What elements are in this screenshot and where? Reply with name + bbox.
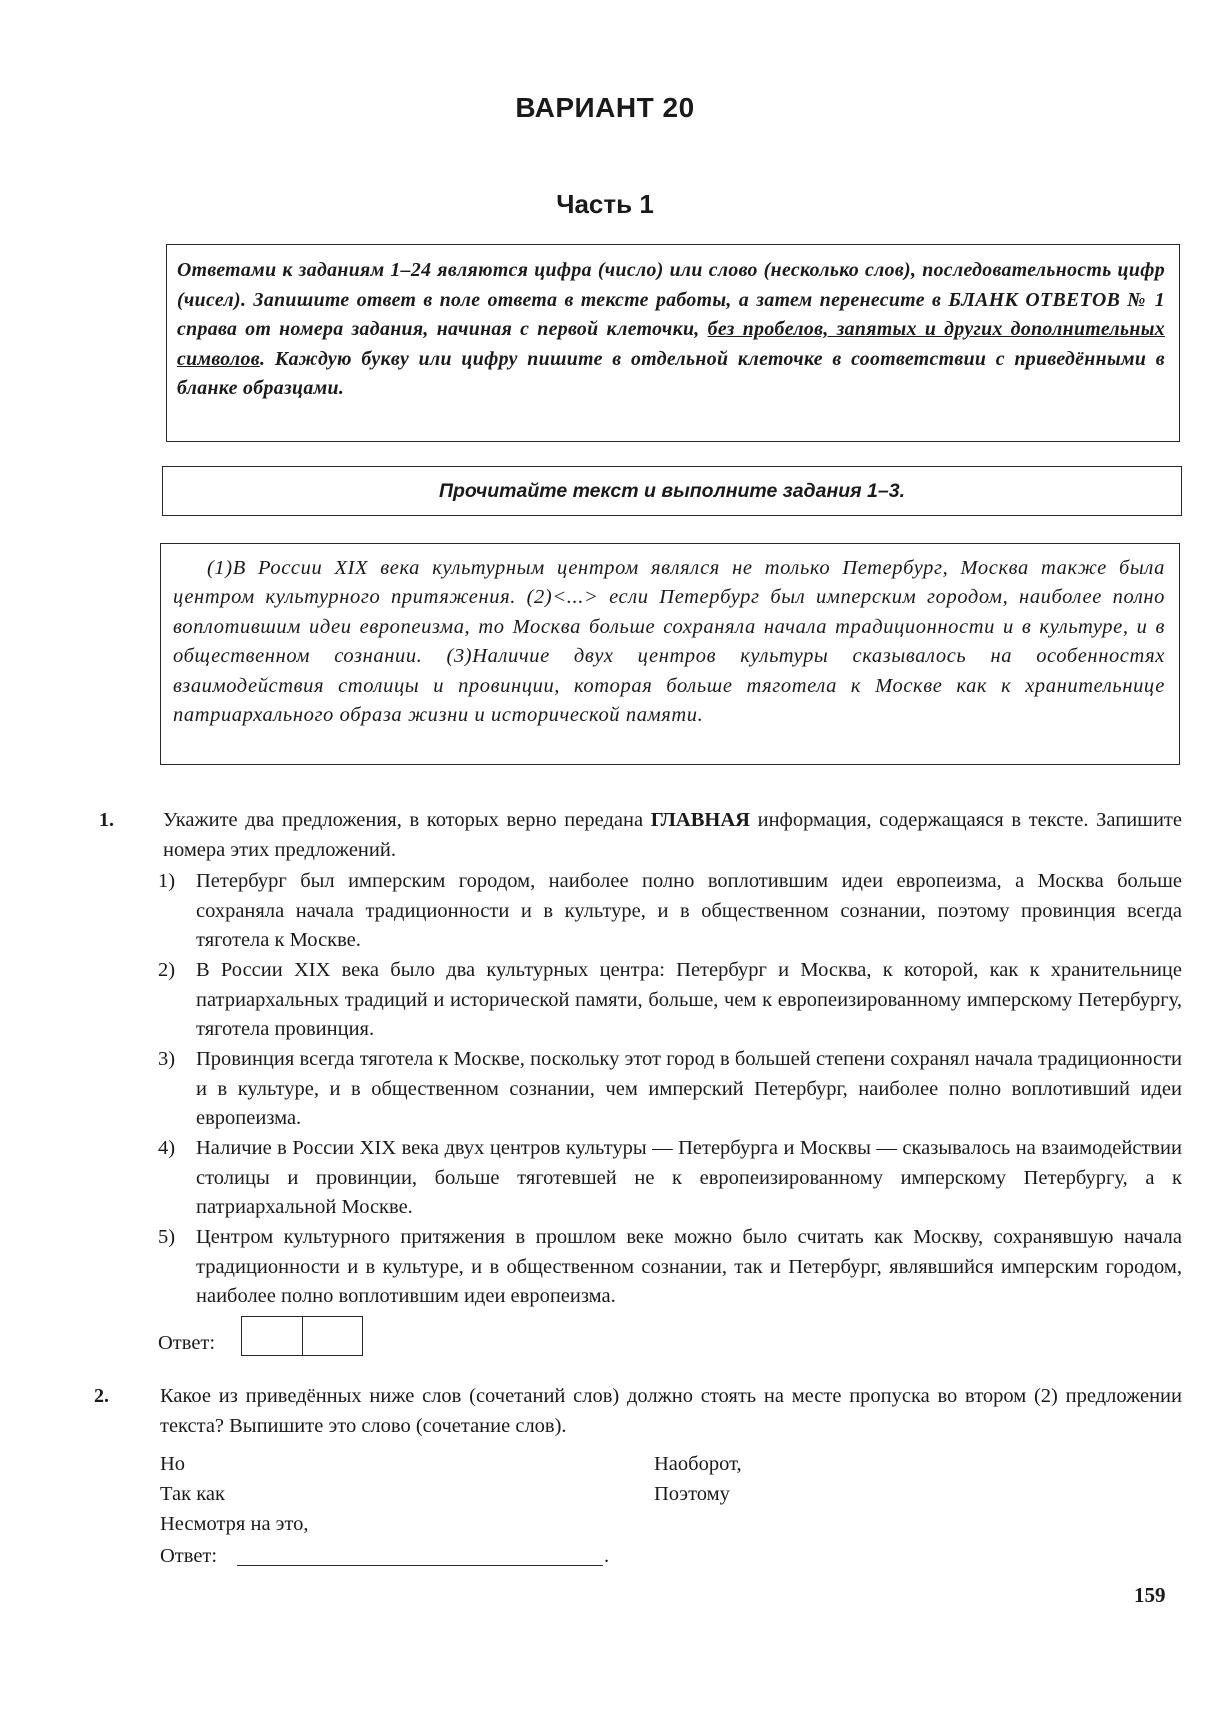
question-1-text-end: информация, содержащаяся в тексте. Запишите номера этих предложений. — [163, 809, 1182, 861]
answer-2-period: . — [604, 1545, 610, 1567]
answer-option-5 — [158, 1223, 1182, 1312]
instructions-text: Ответами к заданиям 1–24 являются цифра (число) или слово (несколько слов), последовательность цифр (чисел). Запишите ответ в поле ответа в тексте работы, а затем перенесите в БЛАНК ОТВЕТОВ № 1 справа от номера задания, начиная с первой клеточки, — [177, 259, 1165, 340]
answer-cell-1[interactable] — [241, 1316, 303, 1356]
answer-option-1 — [158, 867, 1182, 956]
option-number: 1) — [158, 870, 176, 892]
part-title: Часть 1 — [556, 189, 654, 219]
answer-2-line[interactable] — [237, 1565, 603, 1566]
variant-title: ВАРИАНТ 20 — [515, 92, 695, 123]
option-number: 2) — [158, 959, 176, 981]
option-number: 3) — [158, 1048, 176, 1070]
question-1-number: 1. — [99, 809, 114, 831]
option-text: Петербург был имперским городом, наиболее полно воплотившим идеи европеизма, а Москва больше сохраняла начала традиционности и в культуре, и в общественном сознании, поэтому провинция всегда тяготела к Москве. — [196, 870, 1182, 952]
passage-text: (1)В России XIX века культурным центром являлся не только Петербург, Москва также была центром культурного притяжения. (2)<...> если Петербург был имперским городом, наиболее полно воплотившим идеи европеизма, то Москва больше сохраняла начала традиционности и в культуре, и в общественном сознании. (3)Наличие двух центров культуры сказывалось на особенностях взаимодействия столицы и провинции, которая больше тяготела к Москве как к хранительнице патриархального образа жизни и исторической памяти. — [173, 557, 1165, 727]
option-text: Провинция всегда тяготела к Москве, поскольку этот город в большей степени сохранял начала традиционности и в культуре, и в общественном сознании, чем имперский Петербург, наиболее полно воплотивший идеи европеизма. — [196, 1048, 1182, 1130]
word-option-right-2: Поэтому — [654, 1483, 730, 1505]
word-option-left-1: Но — [160, 1453, 186, 1475]
option-number: 5) — [158, 1226, 176, 1248]
answer-cell-2[interactable] — [303, 1316, 364, 1356]
instructions-box — [166, 244, 1180, 442]
page-number: 159 — [1134, 1583, 1166, 1607]
reading-passage — [160, 543, 1180, 765]
question-2-text: Какое из приведённых ниже слов (сочетаний слов) должно стоять на месте пропуска во втором (2) предложении текста? Выпишите это слово (сочетание слов). — [160, 1385, 1182, 1437]
question-1-text-start: Укажите два предложения, в которых верно передана — [163, 809, 651, 831]
answer-2-label: Ответ: — [160, 1545, 218, 1567]
answer-option-3 — [158, 1045, 1182, 1134]
answer-option-4 — [158, 1134, 1182, 1223]
instructions-underlined-text: без пробелов, запятых и других дополнительных символов — [177, 318, 1166, 370]
answer-option-2 — [158, 956, 1182, 1045]
question-2-number: 2. — [94, 1385, 109, 1407]
read-instruction-box — [162, 466, 1182, 516]
instructions-text-end: . Каждую букву или цифру пишите в отдельной клеточке в соответствии с приведёнными в бланке образцами. — [177, 347, 1165, 399]
answer-1-label: Ответ: — [158, 1332, 216, 1354]
answer-1-cells[interactable] — [241, 1316, 363, 1356]
option-text: Наличие в России XIX века двух центров культуры — Петербурга и Москвы — сказывалось на взаимодействии столицы и провинции, больше тяготевшей не к европеизированному имперскому Петербургу, а к патриархальной Москве. — [196, 1137, 1182, 1219]
option-text: В России XIX века было два культурных центра: Петербург и Москва, к которой, как к хранительнице патриархальных традиций и исторической памяти, больше, чем к европеизированному имперскому Петербургу, тяготела провинция. — [196, 959, 1182, 1041]
word-option-left-3: Несмотря на это, — [160, 1513, 309, 1535]
word-option-right-1: Наоборот, — [654, 1453, 742, 1475]
option-number: 4) — [158, 1137, 176, 1159]
word-option-left-2: Так как — [160, 1483, 225, 1505]
question-1-text — [163, 805, 1182, 865]
option-text: Центром культурного притяжения в прошлом веке можно было считать как Москву, сохранявшую начала традиционности и в культуре, и в общественном сознании, так и Петербург, являвшийся имперским городом, наиболее полно воплотившим идеи европеизма. — [196, 1226, 1182, 1308]
read-instruction-text: Прочитайте текст и выполните задания 1–3. — [439, 480, 905, 502]
question-1-bold-word: ГЛАВНАЯ — [650, 809, 750, 831]
